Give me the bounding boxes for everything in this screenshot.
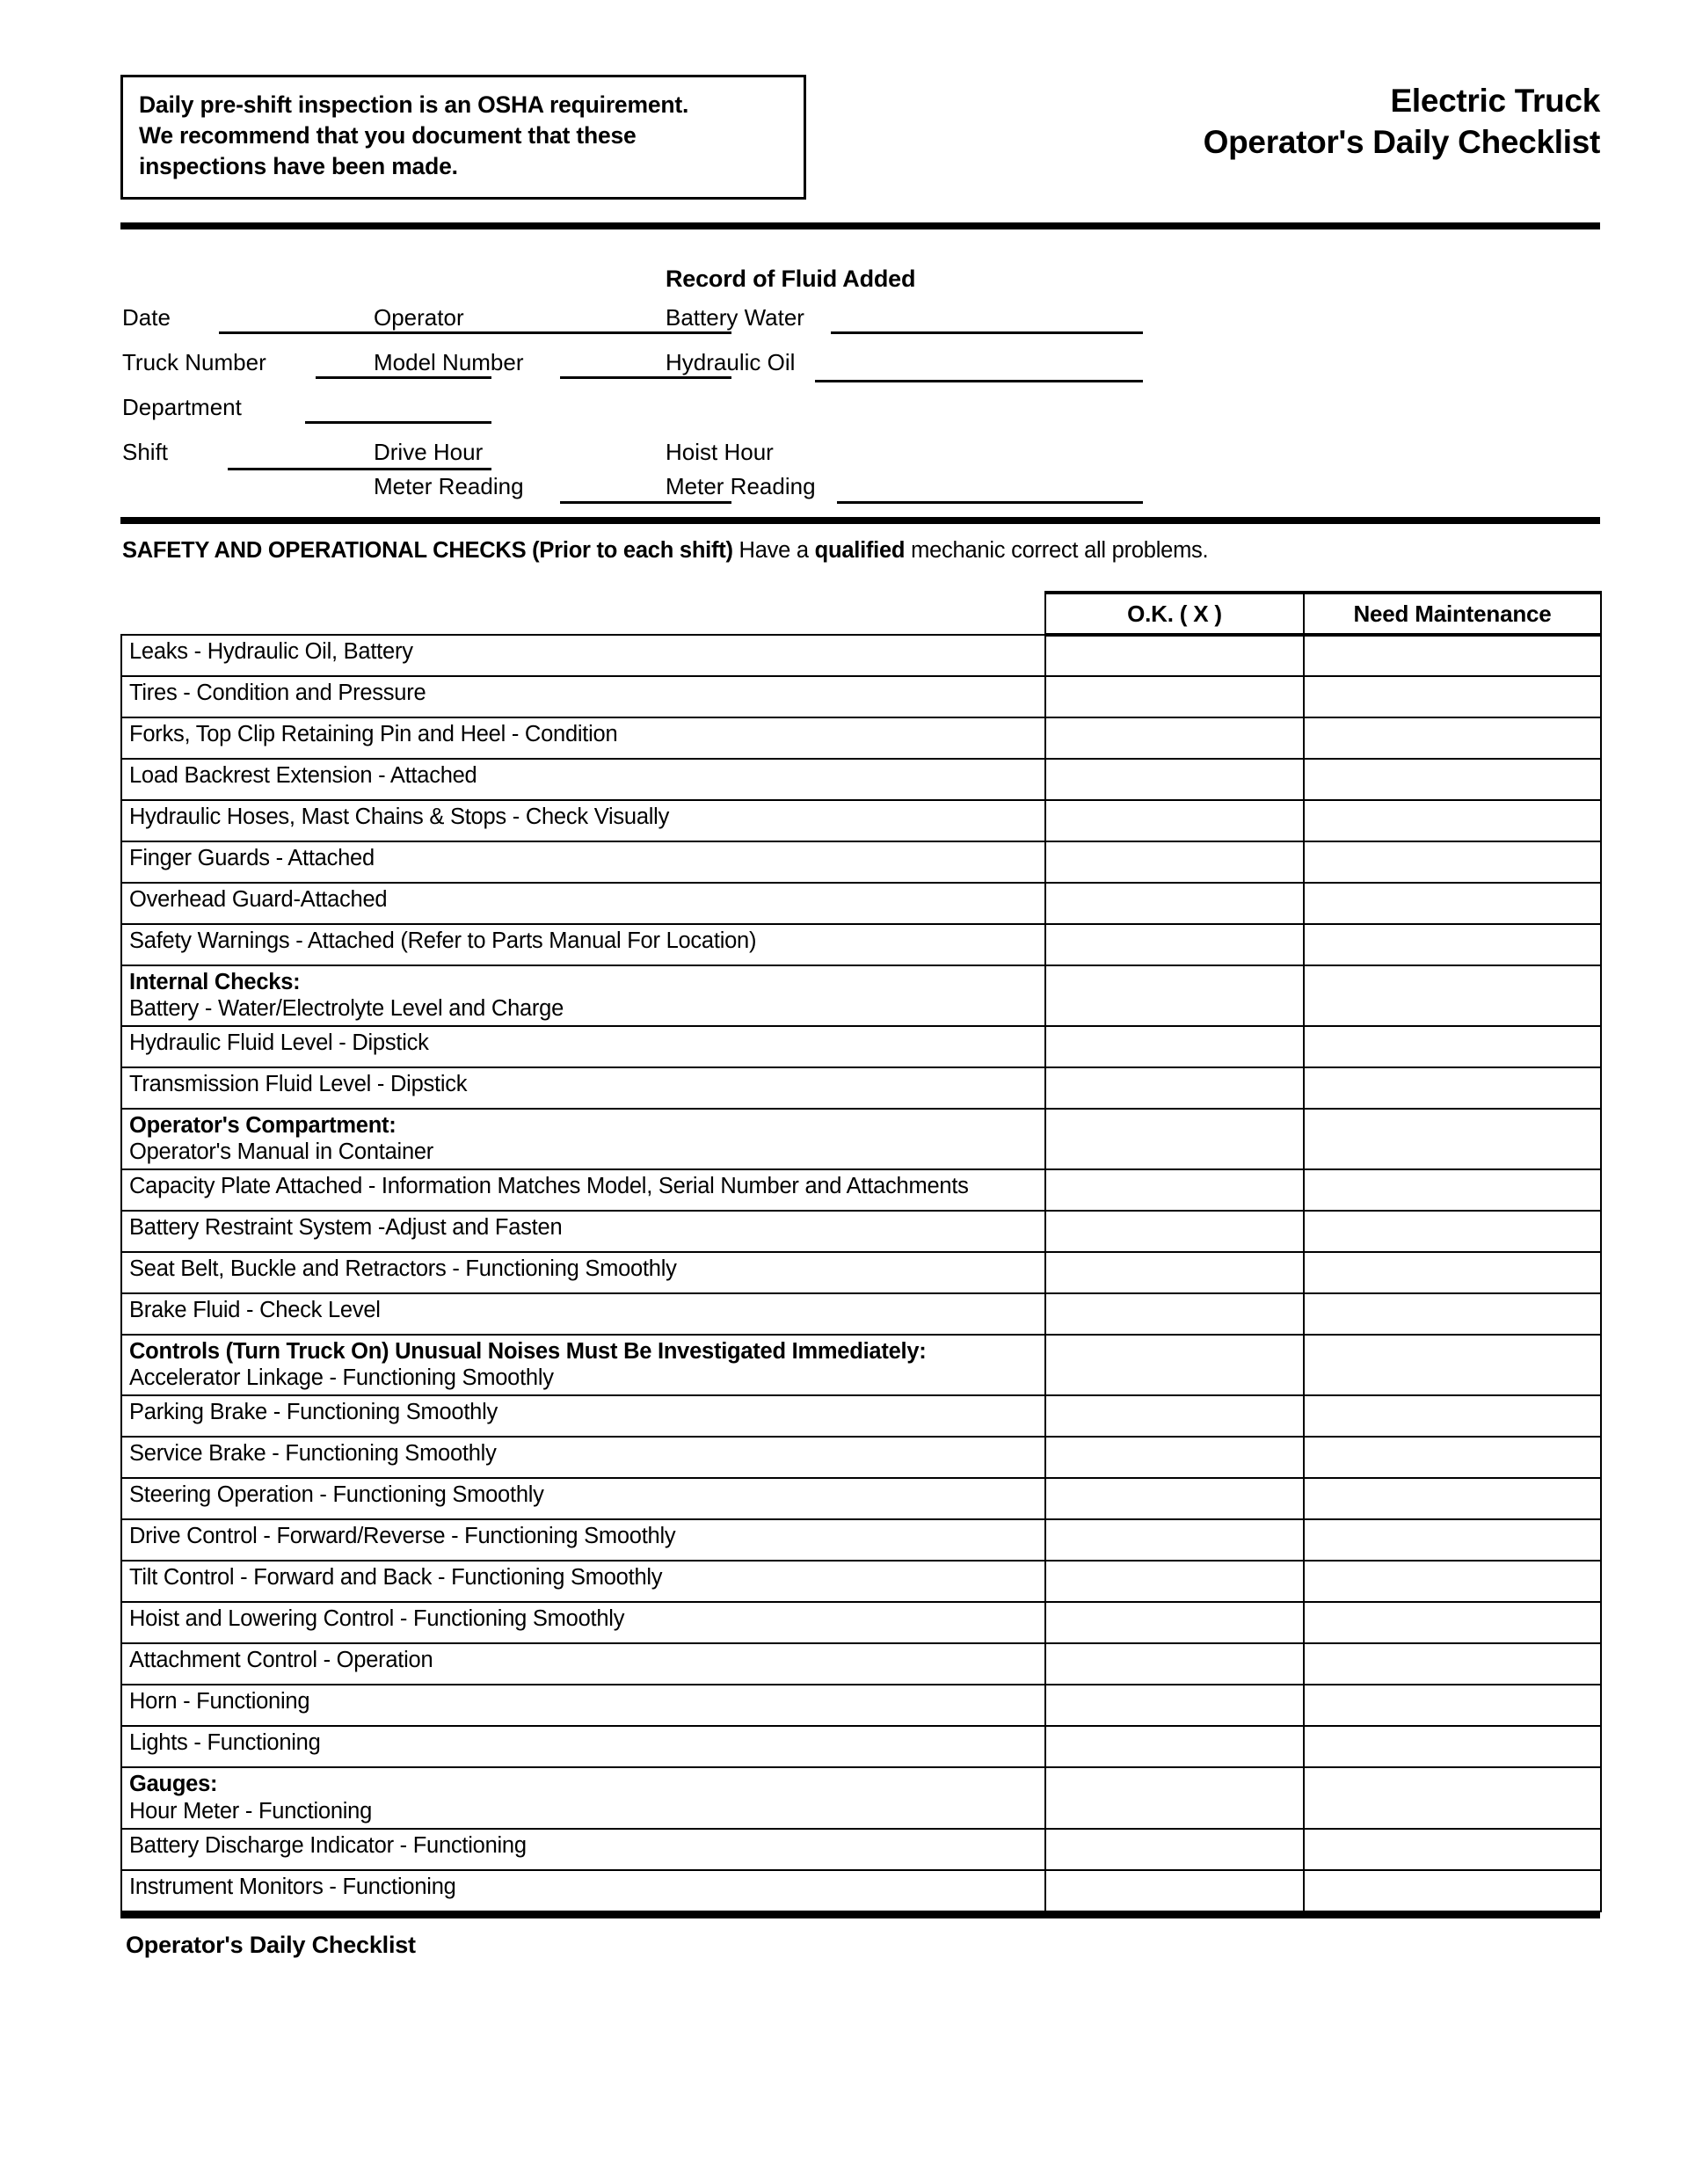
safety-checks-heading-text-1: Have a xyxy=(732,538,815,563)
osha-notice-box xyxy=(120,75,806,200)
checklist-item-label: Operator's Manual in Container xyxy=(129,1139,434,1165)
checklist-item-cell xyxy=(121,1293,1045,1335)
field-label-date: Date xyxy=(122,304,171,331)
checkbox-cell-ok[interactable] xyxy=(1045,1643,1304,1685)
page-title xyxy=(879,80,1600,164)
field-label-hoist-hour: Hoist Hour xyxy=(666,439,774,465)
checklist-item-label: Battery - Water/Electrolyte Level and Charge xyxy=(129,996,564,1022)
field-label-drive-hour: Drive Hour xyxy=(374,439,484,465)
checklist-item-label: Hydraulic Hoses, Mast Chains & Stops - Check Visually xyxy=(129,804,670,829)
table-row xyxy=(121,1293,1601,1335)
table-header xyxy=(121,593,1601,635)
checklist-item-cell xyxy=(121,635,1045,676)
table-row xyxy=(121,924,1601,965)
checklist-item-cell xyxy=(121,1252,1045,1293)
field-input-operator[interactable] xyxy=(472,331,731,334)
osha-notice-line-1: Daily pre-shift inspection is an OSHA requirement. xyxy=(139,91,689,118)
checklist-item-label: Parking Brake - Functioning Smoothly xyxy=(129,1400,498,1425)
checkbox-cell-ok[interactable] xyxy=(1045,1293,1304,1335)
checklist-item-cell xyxy=(121,1870,1045,1911)
checkbox-cell-ok[interactable] xyxy=(1045,1726,1304,1767)
field-label-drive-meter-reading: Meter Reading xyxy=(374,473,524,499)
title-line-2: Operator's Daily Checklist xyxy=(1203,124,1600,161)
checklist-item-label: Steering Operation - Functioning Smoothly xyxy=(129,1482,544,1508)
checklist-group-heading: Gauges: xyxy=(129,1772,218,1797)
checklist-item-cell xyxy=(121,965,1045,1026)
checklist-item-cell xyxy=(121,800,1045,841)
checklist-item-label: Finger Guards - Attached xyxy=(129,846,375,870)
checkbox-cell-ok[interactable] xyxy=(1045,1211,1304,1252)
checklist-item-label: Lights - Functioning xyxy=(129,1730,321,1756)
checkbox-cell-ok[interactable] xyxy=(1045,1395,1304,1437)
safety-checks-heading-bold-2: qualified xyxy=(814,538,906,563)
table-row xyxy=(121,676,1601,717)
table-row xyxy=(121,1395,1601,1437)
checkbox-cell-need-maintenance[interactable] xyxy=(1304,1767,1601,1828)
table-row xyxy=(121,1685,1601,1726)
checklist-item-label: Tilt Control - Forward and Back - Functioning Smoothly xyxy=(129,1565,663,1591)
checklist-item-cell xyxy=(121,1829,1045,1870)
table-body xyxy=(121,635,1601,1911)
field-input-shift[interactable] xyxy=(228,468,491,470)
field-label-model-number: Model Number xyxy=(374,349,524,375)
checklist-item-label: Battery Restraint System -Adjust and Fasten xyxy=(129,1215,563,1241)
checklist-item-cell xyxy=(121,676,1045,717)
checklist-item-cell xyxy=(121,924,1045,965)
checklist-item-cell xyxy=(121,1478,1045,1519)
table-row xyxy=(121,1067,1601,1109)
column-header-need-maintenance: Need Maintenance xyxy=(1304,593,1601,635)
table-row xyxy=(121,965,1601,1026)
table-row xyxy=(121,800,1601,841)
checklist-item-label: Accelerator Linkage - Functioning Smoothly xyxy=(129,1365,554,1391)
checklist-item-label: Drive Control - Forward/Reverse - Functioning Smoothly xyxy=(129,1524,676,1549)
checkbox-cell-need-maintenance[interactable] xyxy=(1304,635,1601,676)
checkbox-cell-need-maintenance[interactable] xyxy=(1304,1211,1601,1252)
table-row xyxy=(121,1335,1601,1395)
checkbox-cell-ok[interactable] xyxy=(1045,1335,1304,1395)
checkbox-cell-need-maintenance[interactable] xyxy=(1304,1169,1601,1211)
checkbox-cell-ok[interactable] xyxy=(1045,1602,1304,1643)
form-fields-area xyxy=(120,237,1600,510)
checkbox-cell-ok[interactable] xyxy=(1045,1519,1304,1561)
checkbox-cell-need-maintenance[interactable] xyxy=(1304,1067,1601,1109)
checklist-item-cell xyxy=(121,1109,1045,1169)
checklist-group-heading: Controls (Turn Truck On) Unusual Noises Must Be Investigated Immediately: xyxy=(129,1339,927,1365)
column-header-item xyxy=(121,593,1045,635)
checkbox-cell-need-maintenance[interactable] xyxy=(1304,1026,1601,1067)
checklist-item-label: Hour Meter - Functioning xyxy=(129,1798,373,1824)
checklist-item-label: Load Backrest Extension - Attached xyxy=(129,763,477,788)
checkbox-cell-need-maintenance[interactable] xyxy=(1304,1726,1601,1767)
form-divider-rule xyxy=(120,517,1600,524)
checkbox-cell-need-maintenance[interactable] xyxy=(1304,841,1601,883)
checkbox-cell-need-maintenance[interactable] xyxy=(1304,717,1601,759)
checklist-item-label: Hoist and Lowering Control - Functioning Smoothly xyxy=(129,1606,625,1632)
checkbox-cell-ok[interactable] xyxy=(1045,1437,1304,1478)
checklist-item-cell xyxy=(121,759,1045,800)
checklist-item-label: Attachment Control - Operation xyxy=(129,1648,433,1673)
table-row xyxy=(121,1169,1601,1211)
checkbox-cell-need-maintenance[interactable] xyxy=(1304,883,1601,924)
header-divider-rule xyxy=(120,222,1600,229)
checkbox-cell-need-maintenance[interactable] xyxy=(1304,1519,1601,1561)
checkbox-cell-ok[interactable] xyxy=(1045,800,1304,841)
record-of-fluid-added-heading: Record of Fluid Added xyxy=(666,266,916,292)
osha-notice-line-3: inspections have been made. xyxy=(139,153,458,180)
checkbox-cell-need-maintenance[interactable] xyxy=(1304,1829,1601,1870)
field-input-hydraulic-oil[interactable] xyxy=(815,380,1143,382)
safety-checks-heading xyxy=(122,538,1208,564)
checkbox-cell-need-maintenance[interactable] xyxy=(1304,1395,1601,1437)
checkbox-cell-need-maintenance[interactable] xyxy=(1304,1685,1601,1726)
checkbox-cell-ok[interactable] xyxy=(1045,1026,1304,1067)
checkbox-cell-ok[interactable] xyxy=(1045,1169,1304,1211)
checklist-item-cell xyxy=(121,1519,1045,1561)
checkbox-cell-ok[interactable] xyxy=(1045,841,1304,883)
checkbox-cell-need-maintenance[interactable] xyxy=(1304,1252,1601,1293)
checklist-item-label: Brake Fluid - Check Level xyxy=(129,1298,381,1323)
field-label-hoist-meter-reading: Meter Reading xyxy=(666,473,816,499)
checkbox-cell-need-maintenance[interactable] xyxy=(1304,1561,1601,1602)
checklist-item-cell xyxy=(121,1437,1045,1478)
table-row xyxy=(121,1252,1601,1293)
table-row xyxy=(121,1602,1601,1643)
field-label-hydraulic-oil: Hydraulic Oil xyxy=(666,349,796,375)
checklist-group-heading: Operator's Compartment: xyxy=(129,1113,397,1139)
checkbox-cell-ok[interactable] xyxy=(1045,1561,1304,1602)
checklist-item-cell xyxy=(121,1211,1045,1252)
checklist-item-cell xyxy=(121,1726,1045,1767)
table-row xyxy=(121,1026,1601,1067)
table-row xyxy=(121,841,1601,883)
table-row xyxy=(121,1109,1601,1169)
checkbox-cell-need-maintenance[interactable] xyxy=(1304,1293,1601,1335)
field-input-date[interactable] xyxy=(219,331,491,334)
checkbox-cell-ok[interactable] xyxy=(1045,924,1304,965)
osha-notice-line-2: We recommend that you document that these xyxy=(139,122,637,149)
field-input-department[interactable] xyxy=(305,421,491,424)
table-header-row xyxy=(121,593,1601,635)
page-header xyxy=(120,75,1600,198)
safety-checks-heading-text-2: mechanic correct all problems. xyxy=(905,538,1209,563)
field-input-drive-meter-reading[interactable] xyxy=(560,501,731,504)
checkbox-cell-ok[interactable] xyxy=(1045,635,1304,676)
table-row xyxy=(121,717,1601,759)
checklist-item-cell xyxy=(121,1169,1045,1211)
checkbox-cell-ok[interactable] xyxy=(1045,1870,1304,1911)
checklist-item-cell xyxy=(121,1067,1045,1109)
field-label-battery-water: Battery Water xyxy=(666,304,804,331)
table-row xyxy=(121,1870,1601,1911)
checklist-item-label: Transmission Fluid Level - Dipstick xyxy=(129,1072,468,1097)
field-input-truck-number[interactable] xyxy=(316,376,491,379)
checkbox-cell-need-maintenance[interactable] xyxy=(1304,800,1601,841)
checklist-item-label: Battery Discharge Indicator - Functioning xyxy=(129,1832,527,1858)
checkbox-cell-ok[interactable] xyxy=(1045,1829,1304,1870)
table-row xyxy=(121,1437,1601,1478)
checklist-item-label: Horn - Functioning xyxy=(129,1689,310,1714)
table-row xyxy=(121,883,1601,924)
checklist-item-cell xyxy=(121,1643,1045,1685)
checkbox-cell-need-maintenance[interactable] xyxy=(1304,676,1601,717)
checklist-item-label: Seat Belt, Buckle and Retractors - Functioning Smoothly xyxy=(129,1256,677,1282)
table-row xyxy=(121,1519,1601,1561)
table-row xyxy=(121,1211,1601,1252)
checkbox-cell-need-maintenance[interactable] xyxy=(1304,1335,1601,1395)
checkbox-cell-ok[interactable] xyxy=(1045,965,1304,1026)
checkbox-cell-need-maintenance[interactable] xyxy=(1304,1602,1601,1643)
checklist-item-cell xyxy=(121,1561,1045,1602)
table-row xyxy=(121,1561,1601,1602)
checklist-item-cell xyxy=(121,1767,1045,1828)
table-row xyxy=(121,1643,1601,1685)
checkbox-cell-ok[interactable] xyxy=(1045,1252,1304,1293)
checklist-item-cell xyxy=(121,1685,1045,1726)
field-label-department: Department xyxy=(122,394,242,420)
table-row xyxy=(121,1829,1601,1870)
field-input-hoist-meter-reading[interactable] xyxy=(837,501,1143,504)
checkbox-cell-ok[interactable] xyxy=(1045,1767,1304,1828)
table-row xyxy=(121,759,1601,800)
checklist-item-label: Service Brake - Functioning Smoothly xyxy=(129,1441,497,1467)
safety-checks-table xyxy=(120,591,1602,1912)
checklist-group-heading: Internal Checks: xyxy=(129,970,301,994)
field-input-battery-water[interactable] xyxy=(831,331,1143,334)
checklist-item-label: Forks, Top Clip Retaining Pin and Heel - Condition xyxy=(129,722,618,746)
field-label-operator: Operator xyxy=(374,304,464,331)
table-row xyxy=(121,1726,1601,1767)
checkbox-cell-ok[interactable] xyxy=(1045,1109,1304,1169)
checklist-item-cell xyxy=(121,841,1045,883)
footer-note: Operator's Daily Checklist xyxy=(126,1932,416,1958)
safety-checks-heading-bold-1: SAFETY AND OPERATIONAL CHECKS (Prior to each shift) xyxy=(122,538,733,563)
checkbox-cell-need-maintenance[interactable] xyxy=(1304,965,1601,1026)
title-line-1: Electric Truck xyxy=(1390,83,1600,119)
checklist-item-label: Capacity Plate Attached - Information Matches Model, Serial Number and Attachments xyxy=(129,1174,969,1199)
checklist-item-label: Leaks - Hydraulic Oil, Battery xyxy=(129,639,413,664)
table-bottom-rule xyxy=(120,1912,1600,1918)
checkbox-cell-need-maintenance[interactable] xyxy=(1304,1870,1601,1911)
field-input-model-number[interactable] xyxy=(560,376,731,379)
table-row xyxy=(121,1478,1601,1519)
checkbox-cell-ok[interactable] xyxy=(1045,717,1304,759)
checkbox-cell-need-maintenance[interactable] xyxy=(1304,924,1601,965)
table-row xyxy=(121,635,1601,676)
checkbox-cell-need-maintenance[interactable] xyxy=(1304,1643,1601,1685)
table-row xyxy=(121,1767,1601,1828)
field-label-shift: Shift xyxy=(122,439,169,465)
checkbox-cell-need-maintenance[interactable] xyxy=(1304,759,1601,800)
checklist-item-label: Hydraulic Fluid Level - Dipstick xyxy=(129,1030,429,1056)
checklist-item-label: Instrument Monitors - Functioning xyxy=(129,1874,456,1899)
checkbox-cell-ok[interactable] xyxy=(1045,759,1304,800)
checklist-item-cell xyxy=(121,1602,1045,1643)
checklist-item-cell xyxy=(121,717,1045,759)
checkbox-cell-ok[interactable] xyxy=(1045,1478,1304,1519)
checklist-item-cell xyxy=(121,1395,1045,1437)
checklist-item-label: Overhead Guard-Attached xyxy=(129,887,388,912)
checkbox-cell-need-maintenance[interactable] xyxy=(1304,1437,1601,1478)
checkbox-cell-need-maintenance[interactable] xyxy=(1304,1109,1601,1169)
checkbox-cell-ok[interactable] xyxy=(1045,676,1304,717)
checklist-item-label: Safety Warnings - Attached (Refer to Parts Manual For Location) xyxy=(129,928,757,953)
checkbox-cell-ok[interactable] xyxy=(1045,1067,1304,1109)
checklist-item-cell xyxy=(121,1026,1045,1067)
field-label-truck-number: Truck Number xyxy=(122,349,266,375)
checkbox-cell-need-maintenance[interactable] xyxy=(1304,1478,1601,1519)
column-header-ok: O.K. ( X ) xyxy=(1045,593,1304,635)
checkbox-cell-ok[interactable] xyxy=(1045,883,1304,924)
checklist-item-cell xyxy=(121,1335,1045,1395)
checkbox-cell-ok[interactable] xyxy=(1045,1685,1304,1726)
checklist-item-cell xyxy=(121,883,1045,924)
checklist-item-label: Tires - Condition and Pressure xyxy=(129,681,426,705)
